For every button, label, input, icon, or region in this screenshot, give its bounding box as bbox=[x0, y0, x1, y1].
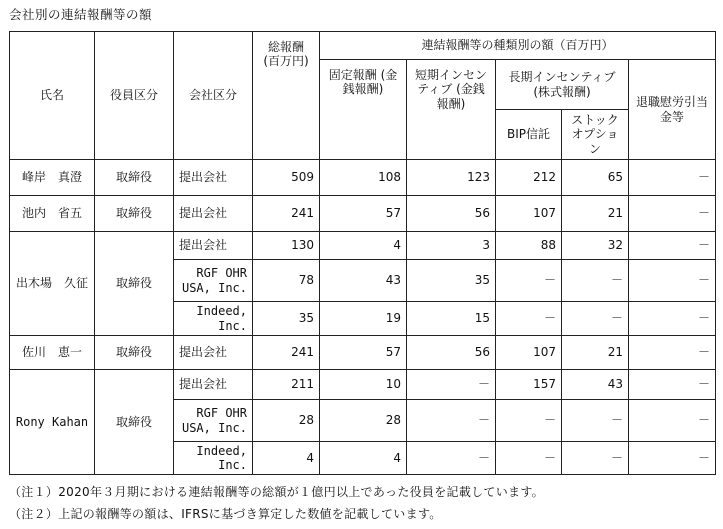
cell-bip: 157 bbox=[496, 370, 562, 400]
header-by-type: 連結報酬等の種類別の額（百万円） bbox=[320, 32, 716, 60]
cell-company: 提出会社 bbox=[174, 232, 253, 260]
cell-name: Rony Kahan bbox=[10, 370, 95, 475]
cell-option: 21 bbox=[562, 196, 629, 232]
cell-company: 提出会社 bbox=[174, 196, 253, 232]
cell-short: 35 bbox=[407, 260, 496, 302]
compensation-table bbox=[9, 31, 716, 475]
cell-fixed: 57 bbox=[320, 336, 407, 370]
cell-retirement: － bbox=[629, 442, 716, 475]
header-short-term: 短期インセンティブ (金銭報酬) bbox=[407, 60, 496, 160]
table-header bbox=[10, 32, 716, 160]
cell-company: 提出会社 bbox=[174, 370, 253, 400]
header-total: 総報酬 (百万円) bbox=[253, 32, 320, 160]
cell-retirement: － bbox=[629, 302, 716, 336]
table-row bbox=[10, 232, 716, 260]
cell-name: 出木場 久征 bbox=[10, 232, 95, 336]
cell-option: 32 bbox=[562, 232, 629, 260]
cell-role: 取締役 bbox=[95, 160, 174, 196]
cell-retirement: － bbox=[629, 160, 716, 196]
header-name: 氏名 bbox=[10, 32, 95, 160]
cell-option: － bbox=[562, 260, 629, 302]
cell-retirement: － bbox=[629, 260, 716, 302]
cell-total: 509 bbox=[253, 160, 320, 196]
cell-short: 56 bbox=[407, 336, 496, 370]
cell-total: 78 bbox=[253, 260, 320, 302]
cell-short: 56 bbox=[407, 196, 496, 232]
cell-role: 取締役 bbox=[95, 370, 174, 475]
cell-role: 取締役 bbox=[95, 232, 174, 336]
footnote-1: （注１）2020年３月期における連結報酬等の総額が１億円以上であった役員を記載しています。 bbox=[9, 485, 544, 499]
cell-bip: － bbox=[496, 442, 562, 475]
cell-short: － bbox=[407, 400, 496, 442]
cell-option: 43 bbox=[562, 370, 629, 400]
table-title: 会社別の連結報酬等の額 bbox=[9, 7, 153, 22]
cell-bip: － bbox=[496, 260, 562, 302]
cell-retirement: － bbox=[629, 400, 716, 442]
header-stock-option: ストックオプション bbox=[562, 110, 629, 160]
cell-company: Indeed, Inc. bbox=[174, 302, 253, 336]
cell-company: Indeed, Inc. bbox=[174, 442, 253, 475]
cell-option: － bbox=[562, 442, 629, 475]
cell-name: 池内 省五 bbox=[10, 196, 95, 232]
cell-company: RGF OHR USA, Inc. bbox=[174, 260, 253, 302]
header-retirement: 退職慰労引当金等 bbox=[629, 60, 716, 160]
cell-total: 28 bbox=[253, 400, 320, 442]
cell-short: 15 bbox=[407, 302, 496, 336]
table-row bbox=[10, 196, 716, 232]
cell-total: 35 bbox=[253, 302, 320, 336]
cell-total: 4 bbox=[253, 442, 320, 475]
cell-name: 峰岸 真澄 bbox=[10, 160, 95, 196]
cell-bip: － bbox=[496, 302, 562, 336]
cell-total: 211 bbox=[253, 370, 320, 400]
cell-retirement: － bbox=[629, 196, 716, 232]
cell-name: 佐川 恵一 bbox=[10, 336, 95, 370]
cell-retirement: － bbox=[629, 232, 716, 260]
cell-total: 241 bbox=[253, 336, 320, 370]
cell-retirement: － bbox=[629, 370, 716, 400]
cell-short: － bbox=[407, 442, 496, 475]
cell-option: － bbox=[562, 400, 629, 442]
cell-fixed: 57 bbox=[320, 196, 407, 232]
cell-fixed: 108 bbox=[320, 160, 407, 196]
cell-total: 241 bbox=[253, 196, 320, 232]
cell-fixed: 4 bbox=[320, 442, 407, 475]
cell-short: － bbox=[407, 370, 496, 400]
footnote-2: （注２）上記の報酬等の額は、IFRSに基づき算定した数値を記載しています。 bbox=[9, 507, 442, 521]
cell-bip: 88 bbox=[496, 232, 562, 260]
table-row bbox=[10, 336, 716, 370]
table-row bbox=[10, 370, 716, 400]
cell-bip: 107 bbox=[496, 196, 562, 232]
header-company: 会社区分 bbox=[174, 32, 253, 160]
cell-total: 130 bbox=[253, 232, 320, 260]
cell-fixed: 43 bbox=[320, 260, 407, 302]
cell-fixed: 19 bbox=[320, 302, 407, 336]
cell-short: 123 bbox=[407, 160, 496, 196]
cell-option: 21 bbox=[562, 336, 629, 370]
table-row bbox=[10, 160, 716, 196]
cell-bip: － bbox=[496, 400, 562, 442]
header-long-term: 長期インセンティブ (株式報酬) bbox=[496, 60, 629, 110]
cell-fixed: 10 bbox=[320, 370, 407, 400]
cell-company: 提出会社 bbox=[174, 336, 253, 370]
header-bip: BIP信託 bbox=[496, 110, 562, 160]
cell-fixed: 28 bbox=[320, 400, 407, 442]
cell-retirement: － bbox=[629, 336, 716, 370]
cell-short: 3 bbox=[407, 232, 496, 260]
cell-role: 取締役 bbox=[95, 196, 174, 232]
cell-fixed: 4 bbox=[320, 232, 407, 260]
cell-bip: 107 bbox=[496, 336, 562, 370]
table-body bbox=[10, 160, 716, 475]
cell-company: RGF OHR USA, Inc. bbox=[174, 400, 253, 442]
cell-bip: 212 bbox=[496, 160, 562, 196]
cell-company: 提出会社 bbox=[174, 160, 253, 196]
header-role: 役員区分 bbox=[95, 32, 174, 160]
header-fixed: 固定報酬 (金銭報酬) bbox=[320, 60, 407, 160]
cell-option: 65 bbox=[562, 160, 629, 196]
cell-role: 取締役 bbox=[95, 336, 174, 370]
cell-option: － bbox=[562, 302, 629, 336]
